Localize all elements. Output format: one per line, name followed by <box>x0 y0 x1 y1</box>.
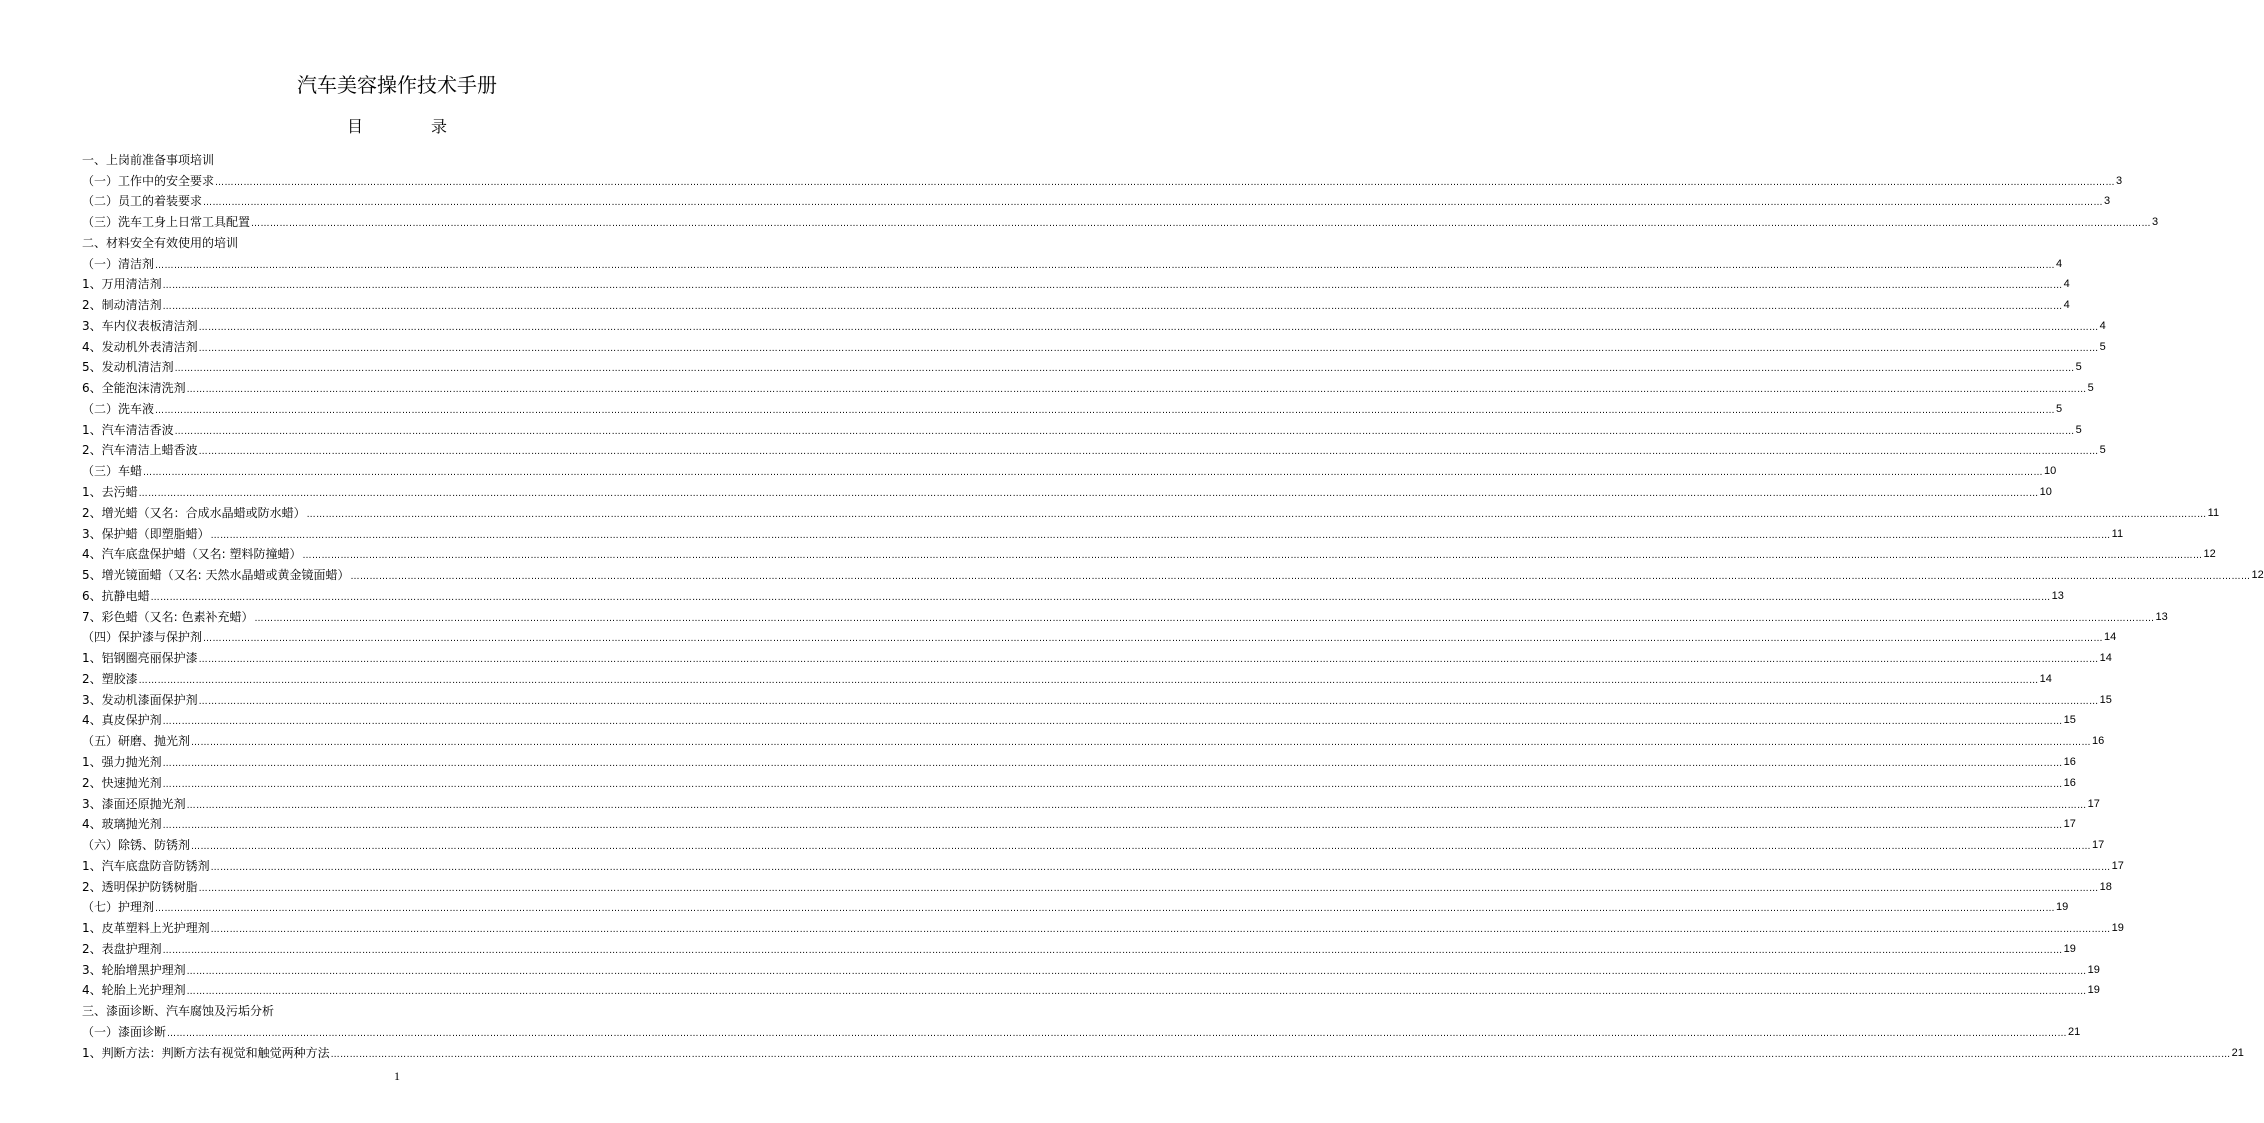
toc-entry-page: 5 <box>2075 361 2082 374</box>
toc-entry-label: 2、表盘护理剂 <box>82 941 162 956</box>
toc-leader-dots: …………………………………………………………………………………………………………………………………………………………………………………………………………………………………………………………………………………………………………………………………………………………………………………………………………………………………………………………………………………………………………………………………………………… <box>254 613 2155 624</box>
toc-entry-page: 18 <box>2099 880 2112 893</box>
toc-entry[interactable] <box>82 687 2112 708</box>
toc-entry[interactable] <box>82 313 2106 334</box>
toc-entry-label: 3、车内仪表板清洁剂 <box>82 318 198 333</box>
toc-entry-label: 4、发动机外表清洁剂 <box>82 339 198 354</box>
toc-entry-page: 12 <box>2251 569 2264 582</box>
toc-leader-dots: …………………………………………………………………………………………………………………………………………………………………………………………………………………………………………………………………………………………………………………………………………………………………………………………………………………………………………………………………………………………………………………………………………………… <box>210 925 2111 936</box>
toc-leader-dots: …………………………………………………………………………………………………………………………………………………………………………………………………………………………………………………………………………………………………………………………………………………………………………………………………………………………………………………………………………………………………………………………………………………… <box>150 592 2051 603</box>
toc-entry-page: 5 <box>2087 382 2094 395</box>
toc-entry-page: 13 <box>2155 610 2168 623</box>
toc-leader-dots: …………………………………………………………………………………………………………………………………………………………………………………………………………………………………………………………………………………………………………………………………………………………………………………………………………………………………………………………………………………………………………………………………………………… <box>143 468 2044 479</box>
toc-leader-dots: …………………………………………………………………………………………………………………………………………………………………………………………………………………………………………………………………………………………………………………………………………………………………………………………………………………………………………………………………………………………………………………………………………………… <box>306 509 2207 520</box>
toc-entry[interactable] <box>82 791 2100 812</box>
toc-entry[interactable] <box>82 832 2105 853</box>
toc-entry[interactable] <box>82 521 2124 542</box>
toc-entry-label: 2、制动清洁剂 <box>82 298 162 313</box>
toc-entry[interactable] <box>82 417 2082 438</box>
toc-entry-label: （二）洗车液 <box>82 401 155 416</box>
toc-entry-label: 6、全能泡沫清洗剂 <box>82 381 186 396</box>
toc-leader-dots: …………………………………………………………………………………………………………………………………………………………………………………………………………………………………………………………………………………………………………………………………………………………………………………………………………………………………………………………………………………………………………………………………………………… <box>186 966 2087 977</box>
toc-entry[interactable] <box>82 915 2124 936</box>
toc-leader-dots: …………………………………………………………………………………………………………………………………………………………………………………………………………………………………………………………………………………………………………………………………………………………………………………………………………………………………………………………………………………………………………………………………………………… <box>174 364 2075 375</box>
toc-entry-page: 10 <box>2039 486 2052 499</box>
toc-entry-page: 16 <box>2063 776 2076 789</box>
toc-entry-page: 19 <box>2111 922 2124 935</box>
toc-entry-page: 11 <box>2111 527 2124 540</box>
toc-entry[interactable] <box>82 978 2100 999</box>
toc-entry-page: 17 <box>2087 797 2100 810</box>
toc-entry-page: 21 <box>2068 1025 2081 1038</box>
toc-entry[interactable] <box>82 604 2168 625</box>
toc-entry-page: 5 <box>2056 402 2063 415</box>
toc-entry-label: 1、判断方法：判断方法有视觉和触觉两种方法 <box>82 1045 330 1060</box>
toc-entry-page: 4 <box>2063 278 2070 291</box>
toc-entry[interactable] <box>82 812 2076 833</box>
toc-entry[interactable] <box>82 895 2069 916</box>
toc-entry[interactable] <box>82 542 2216 563</box>
toc-entry-page: 5 <box>2099 340 2106 353</box>
toc-leader-dots: …………………………………………………………………………………………………………………………………………………………………………………………………………………………………………………………………………………………………………………………………………………………………………………………………………………………………………………………………………………………………………………………………………………… <box>198 447 2099 458</box>
toc-leader-dots: …………………………………………………………………………………………………………………………………………………………………………………………………………………………………………………………………………………………………………………………………………………………………………………………………………………………………………………………………………………………………………………………………………………… <box>167 1028 2068 1039</box>
toc-entry-label: 5、发动机清洁剂 <box>82 360 174 375</box>
toc-entry-label: （二）员工的着装要求 <box>82 194 203 209</box>
toc-entry-label: 1、汽车清洁香波 <box>82 422 174 437</box>
toc-entry-label: 1、汽车底盘防音防锈剂 <box>82 858 210 873</box>
toc-entry-label: （一）漆面诊断 <box>82 1024 167 1039</box>
toc-entry-page: 17 <box>2092 839 2105 852</box>
toc-leader-dots: …………………………………………………………………………………………………………………………………………………………………………………………………………………………………………………………………………………………………………………………………………………………………………………………………………………………………………………………………………………………………………………………………………………… <box>162 821 2063 832</box>
toc-entry-page: 4 <box>2056 257 2063 270</box>
toc-entry[interactable] <box>82 645 2112 666</box>
toc-leader-dots: …………………………………………………………………………………………………………………………………………………………………………………………………………………………………………………………………………………………………………………………………………………………………………………………………………………………………………………………………………………………………………………………………………………… <box>198 322 2099 333</box>
toc-entry-label: （七）护理剂 <box>82 900 155 915</box>
toc-entry-label: 1、强力抛光剂 <box>82 754 162 769</box>
toc-leader-dots: …………………………………………………………………………………………………………………………………………………………………………………………………………………………………………………………………………………………………………………………………………………………………………………………………………………………………………………………………………………………………………………………………………………… <box>162 758 2063 769</box>
toc-entry[interactable] <box>82 874 2112 895</box>
toc-entry[interactable] <box>82 998 722 1019</box>
toc-entry-page: 10 <box>2044 465 2057 478</box>
toc-entry-page: 17 <box>2111 859 2124 872</box>
toc-entry-label: （一）清洁剂 <box>82 256 155 271</box>
toc-leader-dots: …………………………………………………………………………………………………………………………………………………………………………………………………………………………………………………………………………………………………………………………………………………………………………………………………………………………………………………………………………………………………………………………………………………… <box>198 655 2099 666</box>
toc-entry[interactable] <box>82 375 2094 396</box>
document-title: 汽车美容操作技术手册 <box>297 73 497 97</box>
toc-entry[interactable] <box>82 1019 2081 1040</box>
toc-leader-dots: …………………………………………………………………………………………………………………………………………………………………………………………………………………………………………………………………………………………………………………………………………………………………………………………………………………………………………………………………………………………………………………………………………………… <box>162 302 2063 313</box>
toc-entry-page: 19 <box>2056 901 2069 914</box>
toc-entry-label: 1、皮革塑料上光护理剂 <box>82 921 210 936</box>
toc-entry-page: 19 <box>2087 963 2100 976</box>
toc-leader-dots: …………………………………………………………………………………………………………………………………………………………………………………………………………………………………………………………………………………………………………………………………………………………………………………………………………………………………………………………………………………………………………………………………………………… <box>203 198 2104 209</box>
toc-entry[interactable] <box>82 500 2220 521</box>
toc-leader-dots: …………………………………………………………………………………………………………………………………………………………………………………………………………………………………………………………………………………………………………………………………………………………………………………………………………………………………………………………………………………………………………………………………………………… <box>330 1049 2231 1060</box>
page-number: 1 <box>394 1069 400 1083</box>
toc-entry-label: 4、汽车底盘保护蜡（又名: 塑料防撞蜡） <box>82 547 302 562</box>
toc-entry-page: 4 <box>2099 319 2106 332</box>
toc-entry-label: （六）除锈、防锈剂 <box>82 838 191 853</box>
toc-leader-dots: …………………………………………………………………………………………………………………………………………………………………………………………………………………………………………………………………………………………………………………………………………………………………………………………………………………………………………………………………………………………………………………………………………………… <box>186 800 2087 811</box>
toc-heading-right: 录 <box>431 117 448 136</box>
toc-entry[interactable] <box>82 625 2117 646</box>
toc-leader-dots: …………………………………………………………………………………………………………………………………………………………………………………………………………………………………………………………………………………………………………………………………………………………………………………………………………………………………………………………………………………………………………………………………………………… <box>198 883 2099 894</box>
toc-entry-label: 3、漆面还原抛光剂 <box>82 796 186 811</box>
toc-leader-dots: …………………………………………………………………………………………………………………………………………………………………………………………………………………………………………………………………………………………………………………………………………………………………………………………………………………………………………………………………………………………………………………………………………………… <box>302 551 2203 562</box>
toc-entry-page: 21 <box>2231 1046 2244 1059</box>
toc-entry[interactable] <box>82 147 722 168</box>
toc-leader-dots: …………………………………………………………………………………………………………………………………………………………………………………………………………………………………………………………………………………………………………………………………………………………………………………………………………………………………………………………………………………………………………………………………………………… <box>186 987 2087 998</box>
toc-entry-page: 11 <box>2207 506 2220 519</box>
toc-leader-dots: …………………………………………………………………………………………………………………………………………………………………………………………………………………………………………………………………………………………………………………………………………………………………………………………………………………………………………………………………………………………………………………………………………………… <box>162 281 2063 292</box>
toc-leader-dots: …………………………………………………………………………………………………………………………………………………………………………………………………………………………………………………………………………………………………………………………………………………………………………………………………………………………………………………………………………………………………………………………………………………… <box>155 405 2056 416</box>
toc-leader-dots: …………………………………………………………………………………………………………………………………………………………………………………………………………………………………………………………………………………………………………………………………………………………………………………………………………………………………………………………………………………………………………………………………………………… <box>215 177 2116 188</box>
toc-entry[interactable] <box>82 292 2070 313</box>
table-of-contents <box>82 147 2264 1061</box>
toc-entry-label: 2、增光蜡（又名：合成水晶蜡或防水蜡） <box>82 505 306 520</box>
toc-entry-label: 2、快速抛光剂 <box>82 775 162 790</box>
toc-leader-dots: …………………………………………………………………………………………………………………………………………………………………………………………………………………………………………………………………………………………………………………………………………………………………………………………………………………………………………………………………………………………………………………………………………………… <box>203 634 2104 645</box>
toc-entry-page: 15 <box>2099 693 2112 706</box>
toc-entry-label: 3、发动机漆面保护剂 <box>82 692 198 707</box>
toc-entry[interactable] <box>82 396 2063 417</box>
toc-leader-dots: …………………………………………………………………………………………………………………………………………………………………………………………………………………………………………………………………………………………………………………………………………………………………………………………………………………………………………………………………………………………………………………………………………………… <box>155 260 2056 271</box>
toc-entry[interactable] <box>82 230 722 251</box>
toc-heading <box>0 116 794 138</box>
toc-entry-page: 14 <box>2039 672 2052 685</box>
toc-entry-label: 4、真皮保护剂 <box>82 713 162 728</box>
toc-entry-page: 3 <box>2152 216 2159 229</box>
toc-entry-label: 2、透明保护防锈树脂 <box>82 879 198 894</box>
toc-entry[interactable] <box>82 209 2159 230</box>
toc-entry-label: （三）洗车工身上日常工具配置 <box>82 215 251 230</box>
toc-leader-dots: …………………………………………………………………………………………………………………………………………………………………………………………………………………………………………………………………………………………………………………………………………………………………………………………………………………………………………………………………………………………………………………………………………………… <box>138 675 2039 686</box>
toc-entry-label: 三、漆面诊断、汽车腐蚀及污垢分析 <box>82 1004 275 1019</box>
toc-leader-dots: …………………………………………………………………………………………………………………………………………………………………………………………………………………………………………………………………………………………………………………………………………………………………………………………………………………………………………………………………………………………………………………………………………………… <box>162 717 2063 728</box>
toc-entry-label: 一、上岗前准备事项培训 <box>82 152 215 167</box>
toc-entry[interactable] <box>82 936 2076 957</box>
toc-entry-label: 1、铝钢圈亮丽保护漆 <box>82 651 198 666</box>
toc-entry-label: 6、抗静电蜡 <box>82 588 150 603</box>
toc-entry[interactable] <box>82 479 2052 500</box>
toc-entry-page: 4 <box>2063 299 2070 312</box>
toc-entry-page: 16 <box>2092 735 2105 748</box>
toc-entry-label: （四）保护漆与保护剂 <box>82 630 203 645</box>
toc-entry-page: 3 <box>2116 174 2123 187</box>
toc-entry[interactable] <box>82 562 2264 583</box>
toc-leader-dots: …………………………………………………………………………………………………………………………………………………………………………………………………………………………………………………………………………………………………………………………………………………………………………………………………………………………………………………………………………………………………………………………………………………… <box>191 842 2092 853</box>
toc-entry[interactable] <box>82 728 2105 749</box>
toc-entry-label: 5、增光镜面蜡（又名: 天然水晶蜡或黄金镜面蜡） <box>82 568 350 583</box>
toc-entry[interactable] <box>82 251 2063 272</box>
toc-leader-dots: …………………………………………………………………………………………………………………………………………………………………………………………………………………………………………………………………………………………………………………………………………………………………………………………………………………………………………………………………………………………………………………………………………………… <box>138 489 2039 500</box>
toc-entry-page: 17 <box>2063 818 2076 831</box>
toc-entry-page: 12 <box>2203 548 2216 561</box>
toc-entry[interactable] <box>82 334 2106 355</box>
toc-entry-page: 5 <box>2099 444 2106 457</box>
toc-entry[interactable] <box>82 355 2082 376</box>
toc-entry[interactable] <box>82 770 2076 791</box>
toc-leader-dots: …………………………………………………………………………………………………………………………………………………………………………………………………………………………………………………………………………………………………………………………………………………………………………………………………………………………………………………………………………………………………………………………………………………… <box>198 343 2099 354</box>
toc-entry[interactable] <box>82 853 2124 874</box>
toc-entry[interactable] <box>82 189 2111 210</box>
toc-entry-page: 13 <box>2051 589 2064 602</box>
toc-leader-dots: …………………………………………………………………………………………………………………………………………………………………………………………………………………………………………………………………………………………………………………………………………………………………………………………………………………………………………………………………………………………………………………………………………………… <box>251 219 2152 230</box>
toc-entry-label: （三）车蜡 <box>82 464 143 479</box>
toc-entry-label: 4、轮胎上光护理剂 <box>82 983 186 998</box>
toc-entry[interactable] <box>82 438 2106 459</box>
toc-entry[interactable] <box>82 583 2064 604</box>
toc-entry-label: 2、塑胶漆 <box>82 671 138 686</box>
toc-leader-dots: …………………………………………………………………………………………………………………………………………………………………………………………………………………………………………………………………………………………………………………………………………………………………………………………………………………………………………………………………………………………………………………………………………………… <box>155 904 2056 915</box>
toc-entry[interactable] <box>82 708 2076 729</box>
toc-leader-dots: …………………………………………………………………………………………………………………………………………………………………………………………………………………………………………………………………………………………………………………………………………………………………………………………………………………………………………………………………………………………………………………………………………………… <box>162 945 2063 956</box>
toc-heading-left: 目 <box>346 117 363 136</box>
toc-entry-label: 1、万用清洁剂 <box>82 277 162 292</box>
toc-entry-page: 15 <box>2063 714 2076 727</box>
toc-entry-page: 19 <box>2063 942 2076 955</box>
toc-leader-dots: …………………………………………………………………………………………………………………………………………………………………………………………………………………………………………………………………………………………………………………………………………………………………………………………………………………………………………………………………………………………………………………………………………………… <box>186 385 2087 396</box>
toc-entry-label: 2、汽车清洁上蜡香波 <box>82 443 198 458</box>
toc-leader-dots: …………………………………………………………………………………………………………………………………………………………………………………………………………………………………………………………………………………………………………………………………………………………………………………………………………………………………………………………………………………………………………………………………………………… <box>210 862 2111 873</box>
toc-entry[interactable] <box>82 458 2057 479</box>
toc-entry[interactable] <box>82 666 2052 687</box>
toc-entry-page: 19 <box>2087 984 2100 997</box>
toc-entry-label: 1、去污蜡 <box>82 485 138 500</box>
toc-entry[interactable] <box>82 1040 2244 1061</box>
toc-entry-page: 5 <box>2075 423 2082 436</box>
toc-entry-page: 16 <box>2063 755 2076 768</box>
toc-entry-page: 14 <box>2099 652 2112 665</box>
toc-leader-dots: …………………………………………………………………………………………………………………………………………………………………………………………………………………………………………………………………………………………………………………………………………………………………………………………………………………………………………………………………………………………………………………………………………………… <box>174 426 2075 437</box>
toc-entry[interactable] <box>82 749 2076 770</box>
toc-entry-label: 3、轮胎增黑护理剂 <box>82 962 186 977</box>
toc-entry-label: （一）工作中的安全要求 <box>82 173 215 188</box>
toc-entry-label: （五）研磨、抛光剂 <box>82 734 191 749</box>
toc-entry-label: 3、保护蜡（即塑脂蜡） <box>82 526 210 541</box>
toc-entry[interactable] <box>82 957 2100 978</box>
toc-leader-dots: …………………………………………………………………………………………………………………………………………………………………………………………………………………………………………………………………………………………………………………………………………………………………………………………………………………………………………………………………………………………………………………………………………………… <box>210 530 2111 541</box>
toc-entry-page: 3 <box>2104 195 2111 208</box>
toc-entry[interactable] <box>82 168 2123 189</box>
toc-entry-label: 4、玻璃抛光剂 <box>82 817 162 832</box>
toc-entry[interactable] <box>82 272 2070 293</box>
toc-entry-label: 二、材料安全有效使用的培训 <box>82 235 239 250</box>
toc-entry-page: 14 <box>2104 631 2117 644</box>
toc-leader-dots: …………………………………………………………………………………………………………………………………………………………………………………………………………………………………………………………………………………………………………………………………………………………………………………………………………………………………………………………………………………………………………………………………………………… <box>191 738 2092 749</box>
toc-entry-label: 7、彩色蜡（又名: 色素补充蜡） <box>82 609 254 624</box>
toc-leader-dots: …………………………………………………………………………………………………………………………………………………………………………………………………………………………………………………………………………………………………………………………………………………………………………………………………………………………………………………………………………………………………………………………………………………… <box>198 696 2099 707</box>
toc-leader-dots: …………………………………………………………………………………………………………………………………………………………………………………………………………………………………………………………………………………………………………………………………………………………………………………………………………………………………………………………………………………………………………………………………………………… <box>162 779 2063 790</box>
toc-leader-dots: …………………………………………………………………………………………………………………………………………………………………………………………………………………………………………………………………………………………………………………………………………………………………………………………………………………………………………………………………………………………………………………………………………………… <box>350 572 2251 583</box>
